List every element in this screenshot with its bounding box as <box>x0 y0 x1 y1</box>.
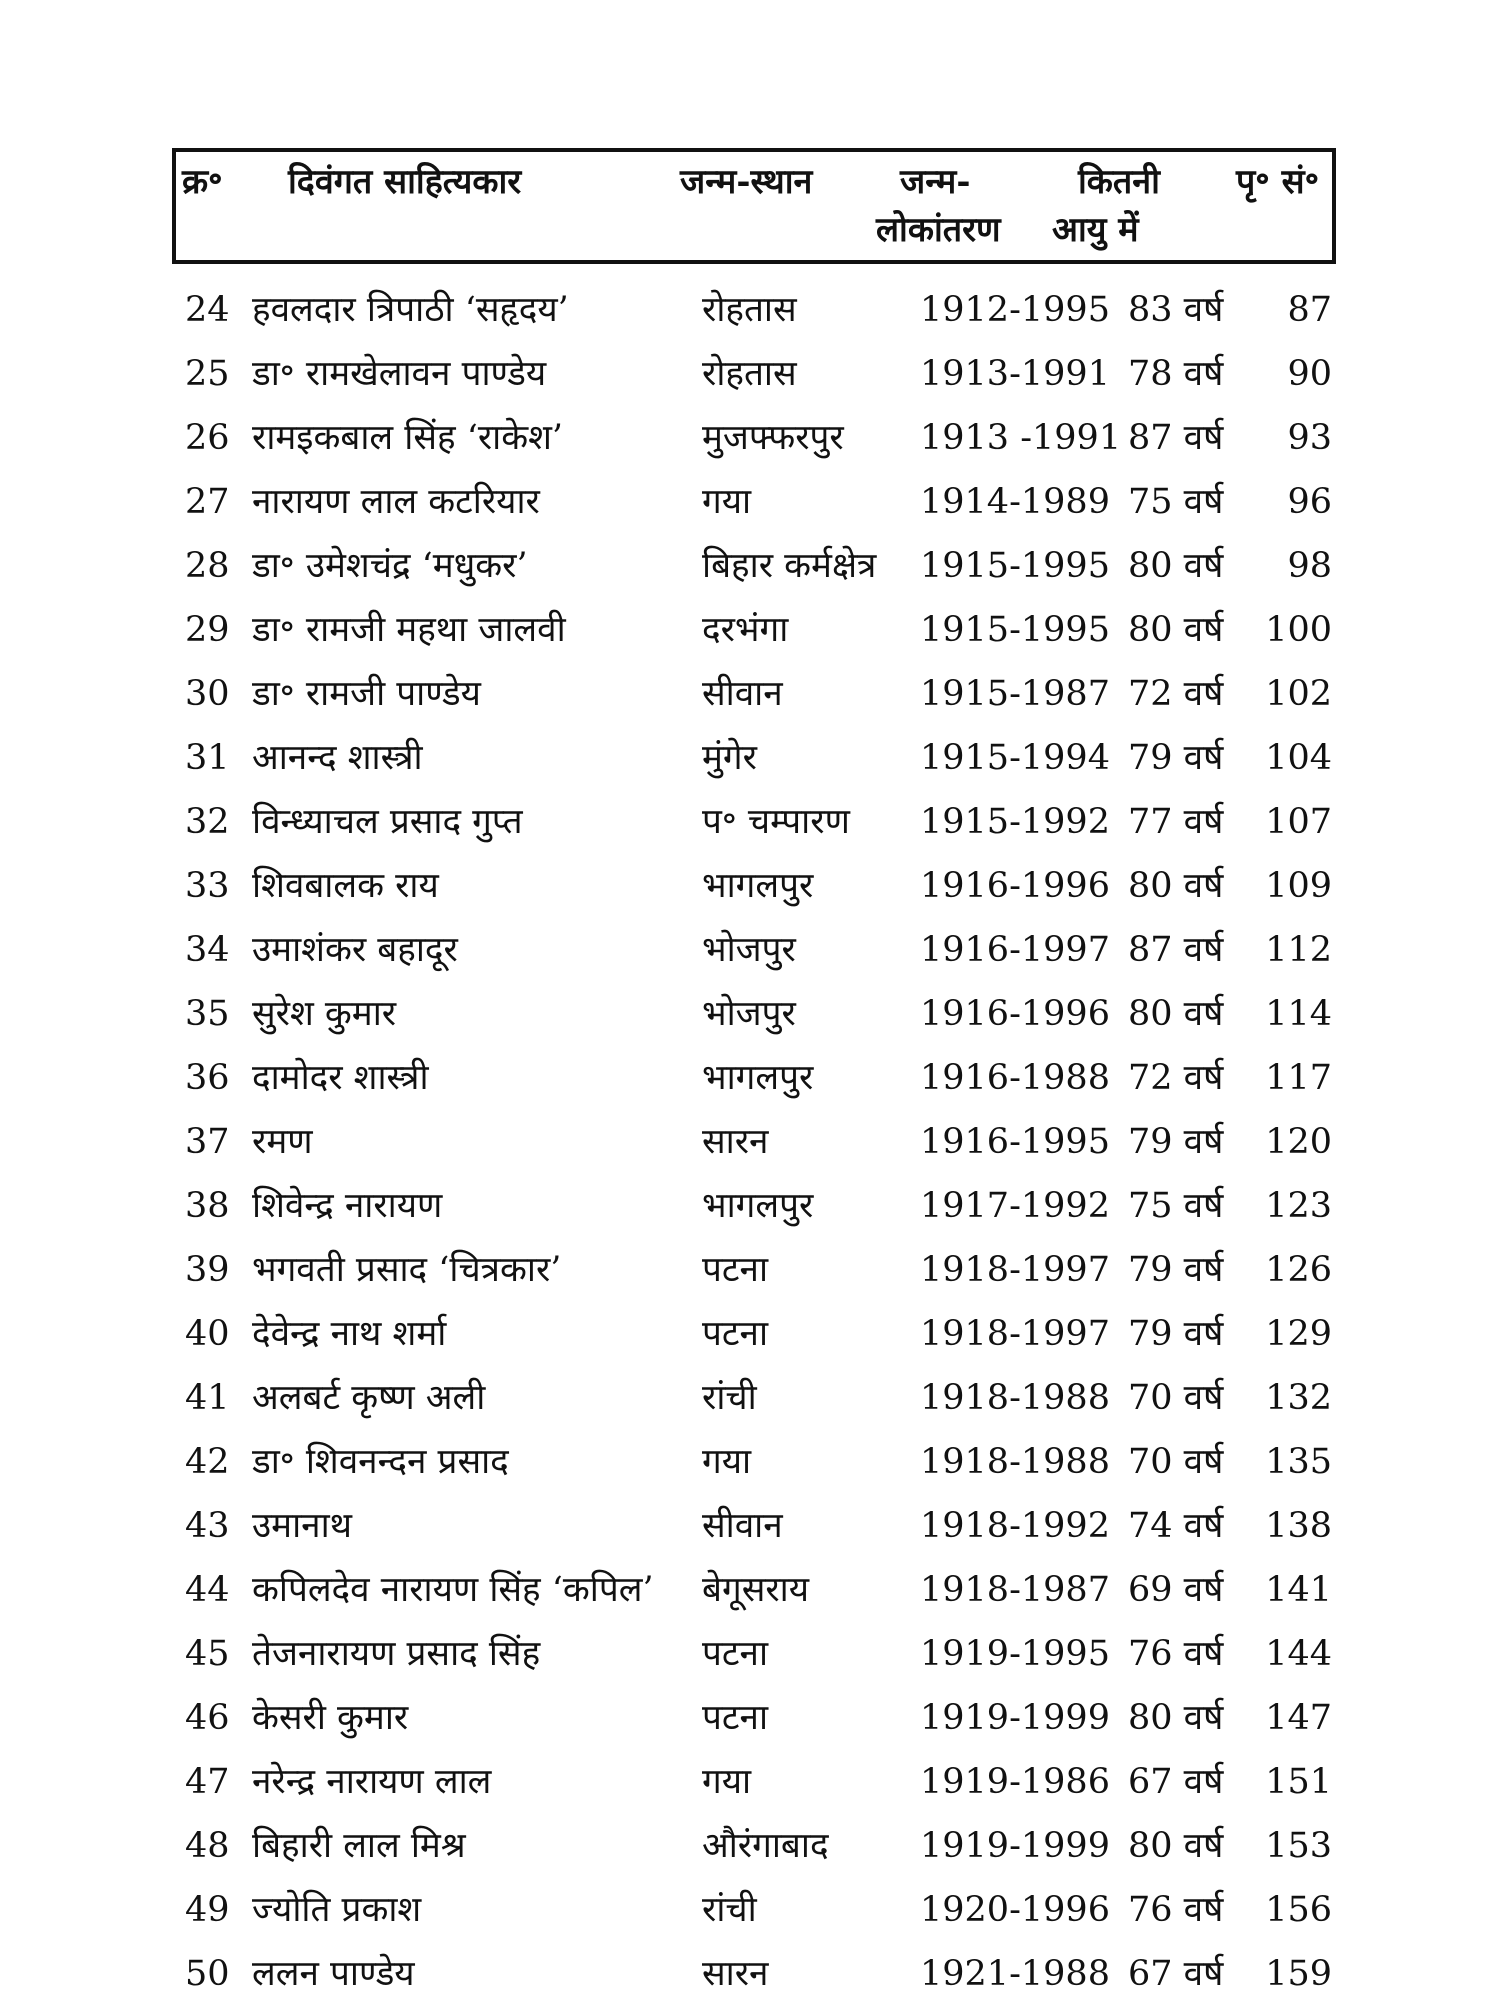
life-years: 1919-1999 <box>920 1826 1110 1866</box>
table-row <box>0 982 1500 1046</box>
serial-number: 47 <box>185 1762 230 1802</box>
header-age-line2: आयु में <box>1052 210 1139 250</box>
page-number: 153 <box>1265 1826 1332 1866</box>
table-row <box>0 1622 1500 1686</box>
table-row <box>0 1878 1500 1942</box>
author-name: उमानाथ <box>252 1506 353 1546</box>
author-name: डा॰ रामखेलावन पाण्डेय <box>252 354 547 394</box>
life-years: 1920-1996 <box>920 1890 1110 1930</box>
header-years-line2: लोकांतरण <box>876 210 1001 250</box>
life-years: 1915-1995 <box>920 610 1110 650</box>
serial-number: 26 <box>185 418 230 458</box>
age-at-death: 80 वर्ष <box>1128 994 1224 1034</box>
author-name: दामोदर शास्त्री <box>252 1058 429 1098</box>
author-name: शिवेन्द्र नारायण <box>252 1186 443 1226</box>
table-row <box>0 1110 1500 1174</box>
life-years: 1913-1991 <box>920 354 1110 394</box>
author-name: उमाशंकर बहादूर <box>252 930 458 970</box>
table-row <box>0 278 1500 342</box>
page-number: 98 <box>1287 546 1332 586</box>
page-number: 100 <box>1265 610 1332 650</box>
serial-number: 39 <box>185 1250 230 1290</box>
page-number: 107 <box>1265 802 1332 842</box>
page-number: 112 <box>1265 930 1332 970</box>
page-number: 135 <box>1265 1442 1332 1482</box>
table-row <box>0 1750 1500 1814</box>
age-at-death: 87 वर्ष <box>1128 930 1224 970</box>
page-number: 156 <box>1265 1890 1332 1930</box>
age-at-death: 80 वर्ष <box>1128 1698 1224 1738</box>
serial-number: 31 <box>185 738 230 778</box>
life-years: 1915-1992 <box>920 802 1110 842</box>
table-row <box>0 1558 1500 1622</box>
birthplace: सारन <box>702 1954 769 1994</box>
birthplace: रांची <box>702 1378 757 1418</box>
author-name: डा॰ रामजी पाण्डेय <box>252 674 481 714</box>
page-number: 132 <box>1265 1378 1332 1418</box>
age-at-death: 79 वर्ष <box>1128 738 1224 778</box>
author-name: देवेन्द्र नाथ शर्मा <box>252 1314 447 1354</box>
page-number: 114 <box>1265 994 1332 1034</box>
serial-number: 25 <box>185 354 230 394</box>
author-name: ज्योति प्रकाश <box>252 1890 422 1930</box>
table-row <box>0 790 1500 854</box>
author-name: भगवती प्रसाद ‘चित्रकार’ <box>252 1250 562 1290</box>
age-at-death: 79 वर्ष <box>1128 1250 1224 1290</box>
birthplace: पटना <box>702 1250 769 1290</box>
table-row <box>0 1174 1500 1238</box>
birthplace: सीवान <box>702 674 783 714</box>
author-name: बिहारी लाल मिश्र <box>252 1826 466 1866</box>
life-years: 1918-1988 <box>920 1378 1110 1418</box>
author-name: डा॰ रामजी महथा जालवी <box>252 610 566 650</box>
page-number: 93 <box>1287 418 1332 458</box>
table-row <box>0 1814 1500 1878</box>
age-at-death: 75 वर्ष <box>1128 1186 1224 1226</box>
page-number: 141 <box>1265 1570 1332 1610</box>
serial-number: 43 <box>185 1506 230 1546</box>
serial-number: 28 <box>185 546 230 586</box>
serial-number: 30 <box>185 674 230 714</box>
table-row <box>0 342 1500 406</box>
age-at-death: 79 वर्ष <box>1128 1314 1224 1354</box>
birthplace: मुंगेर <box>702 738 757 778</box>
age-at-death: 78 वर्ष <box>1128 354 1224 394</box>
birthplace: प॰ चम्पारण <box>702 802 850 842</box>
birthplace: भागलपुर <box>702 1186 814 1226</box>
table-row <box>0 470 1500 534</box>
birthplace: पटना <box>702 1698 769 1738</box>
page-number: 102 <box>1265 674 1332 714</box>
page-number: 96 <box>1287 482 1332 522</box>
life-years: 1914-1989 <box>920 482 1110 522</box>
age-at-death: 70 वर्ष <box>1128 1442 1224 1482</box>
table-row <box>0 1302 1500 1366</box>
birthplace: दरभंगा <box>702 610 789 650</box>
page-number: 109 <box>1265 866 1332 906</box>
age-at-death: 72 वर्ष <box>1128 674 1224 714</box>
author-name: ललन पाण्डेय <box>252 1954 415 1994</box>
birthplace: मुजफ्फरपुर <box>702 418 844 458</box>
author-name: आनन्द शास्त्री <box>252 738 423 778</box>
birthplace: गया <box>702 1762 752 1802</box>
life-years: 1916-1997 <box>920 930 1110 970</box>
age-at-death: 74 वर्ष <box>1128 1506 1224 1546</box>
age-at-death: 67 वर्ष <box>1128 1762 1224 1802</box>
page-number: 138 <box>1265 1506 1332 1546</box>
birthplace: बिहार कर्मक्षेत्र <box>702 546 877 586</box>
header-page: पृ॰ सं॰ <box>1236 162 1320 202</box>
table-row <box>0 534 1500 598</box>
table-row <box>0 1942 1500 2006</box>
header-name: दिवंगत साहित्यकार <box>288 162 522 202</box>
table-row <box>0 662 1500 726</box>
age-at-death: 72 वर्ष <box>1128 1058 1224 1098</box>
serial-number: 49 <box>185 1890 230 1930</box>
serial-number: 38 <box>185 1186 230 1226</box>
serial-number: 24 <box>185 290 230 330</box>
page-number: 129 <box>1265 1314 1332 1354</box>
author-name: डा॰ उमेशचंद्र ‘मधुकर’ <box>252 546 528 586</box>
table-row <box>0 1366 1500 1430</box>
table-row <box>0 726 1500 790</box>
birthplace: रोहतास <box>702 354 797 394</box>
table-row <box>0 1494 1500 1558</box>
birthplace: गया <box>702 482 752 522</box>
serial-number: 40 <box>185 1314 230 1354</box>
life-years: 1913 -1991 <box>920 418 1122 458</box>
page-number: 123 <box>1265 1186 1332 1226</box>
serial-number: 50 <box>185 1954 230 1994</box>
birthplace: रोहतास <box>702 290 797 330</box>
page-number: 117 <box>1265 1058 1332 1098</box>
life-years: 1918-1988 <box>920 1442 1110 1482</box>
life-years: 1919-1986 <box>920 1762 1110 1802</box>
birthplace: भागलपुर <box>702 866 814 906</box>
serial-number: 36 <box>185 1058 230 1098</box>
birthplace: भागलपुर <box>702 1058 814 1098</box>
age-at-death: 76 वर्ष <box>1128 1890 1224 1930</box>
birthplace: रांची <box>702 1890 757 1930</box>
age-at-death: 87 वर्ष <box>1128 418 1224 458</box>
author-name: नारायण लाल कटरियार <box>252 482 540 522</box>
table-row <box>0 598 1500 662</box>
birthplace: सीवान <box>702 1506 783 1546</box>
birthplace: पटना <box>702 1314 769 1354</box>
serial-number: 44 <box>185 1570 230 1610</box>
age-at-death: 70 वर्ष <box>1128 1378 1224 1418</box>
serial-number: 45 <box>185 1634 230 1674</box>
author-name: अलबर्ट कृष्ण अली <box>252 1378 486 1418</box>
serial-number: 41 <box>185 1378 230 1418</box>
birthplace: भोजपुर <box>702 994 796 1034</box>
age-at-death: 80 वर्ष <box>1128 546 1224 586</box>
author-name: विन्ध्याचल प्रसाद गुप्त <box>252 802 523 842</box>
age-at-death: 69 वर्ष <box>1128 1570 1224 1610</box>
page-number: 126 <box>1265 1250 1332 1290</box>
author-name: तेजनारायण प्रसाद सिंह <box>252 1634 541 1674</box>
life-years: 1916-1995 <box>920 1122 1110 1162</box>
author-name: नरेन्द्र नारायण लाल <box>252 1762 492 1802</box>
birthplace: पटना <box>702 1634 769 1674</box>
page-number: 159 <box>1265 1954 1332 1994</box>
serial-number: 48 <box>185 1826 230 1866</box>
page-number: 147 <box>1265 1698 1332 1738</box>
age-at-death: 77 वर्ष <box>1128 802 1224 842</box>
life-years: 1917-1992 <box>920 1186 1110 1226</box>
author-name: शिवबालक राय <box>252 866 439 906</box>
serial-number: 34 <box>185 930 230 970</box>
header-serial: क्र॰ <box>182 162 223 202</box>
serial-number: 32 <box>185 802 230 842</box>
table-row <box>0 1238 1500 1302</box>
page-number: 151 <box>1265 1762 1332 1802</box>
life-years: 1918-1992 <box>920 1506 1110 1546</box>
life-years: 1912-1995 <box>920 290 1110 330</box>
life-years: 1916-1996 <box>920 866 1110 906</box>
table-header <box>172 148 1336 264</box>
life-years: 1919-1995 <box>920 1634 1110 1674</box>
table-row <box>0 854 1500 918</box>
table-row <box>0 1686 1500 1750</box>
serial-number: 27 <box>185 482 230 522</box>
age-at-death: 80 वर्ष <box>1128 866 1224 906</box>
table-row <box>0 406 1500 470</box>
age-at-death: 80 वर्ष <box>1128 1826 1224 1866</box>
life-years: 1918-1987 <box>920 1570 1110 1610</box>
table-row <box>0 1046 1500 1110</box>
life-years: 1916-1996 <box>920 994 1110 1034</box>
page-number: 144 <box>1265 1634 1332 1674</box>
age-at-death: 80 वर्ष <box>1128 610 1224 650</box>
life-years: 1915-1994 <box>920 738 1110 778</box>
author-name: हवलदार त्रिपाठी ‘सहृदय’ <box>252 290 569 330</box>
serial-number: 33 <box>185 866 230 906</box>
header-years-line1: जन्म- <box>900 162 971 202</box>
age-at-death: 67 वर्ष <box>1128 1954 1224 1994</box>
page-number: 120 <box>1265 1122 1332 1162</box>
page-number: 87 <box>1287 290 1332 330</box>
serial-number: 37 <box>185 1122 230 1162</box>
author-name: रमण <box>252 1122 313 1162</box>
author-name: डा॰ शिवनन्दन प्रसाद <box>252 1442 509 1482</box>
age-at-death: 75 वर्ष <box>1128 482 1224 522</box>
page-number: 104 <box>1265 738 1332 778</box>
table-body <box>0 278 1500 2006</box>
serial-number: 29 <box>185 610 230 650</box>
birthplace: औरंगाबाद <box>702 1826 829 1866</box>
life-years: 1918-1997 <box>920 1250 1110 1290</box>
life-years: 1916-1988 <box>920 1058 1110 1098</box>
table-row <box>0 918 1500 982</box>
author-name: केसरी कुमार <box>252 1698 409 1738</box>
serial-number: 46 <box>185 1698 230 1738</box>
life-years: 1915-1995 <box>920 546 1110 586</box>
life-years: 1915-1987 <box>920 674 1110 714</box>
author-name: कपिलदेव नारायण सिंह ‘कपिल’ <box>252 1570 654 1610</box>
serial-number: 35 <box>185 994 230 1034</box>
age-at-death: 83 वर्ष <box>1128 290 1224 330</box>
page-number: 90 <box>1287 354 1332 394</box>
age-at-death: 79 वर्ष <box>1128 1122 1224 1162</box>
serial-number: 42 <box>185 1442 230 1482</box>
header-birthplace: जन्म-स्थान <box>680 162 813 202</box>
birthplace: गया <box>702 1442 752 1482</box>
author-name: सुरेश कुमार <box>252 994 397 1034</box>
author-name: रामइकबाल सिंह ‘राकेश’ <box>252 418 564 458</box>
life-years: 1921-1988 <box>920 1954 1110 1994</box>
life-years: 1919-1999 <box>920 1698 1110 1738</box>
table-row <box>0 1430 1500 1494</box>
age-at-death: 76 वर्ष <box>1128 1634 1224 1674</box>
birthplace: बेगूसराय <box>702 1570 810 1610</box>
life-years: 1918-1997 <box>920 1314 1110 1354</box>
birthplace: सारन <box>702 1122 769 1162</box>
birthplace: भोजपुर <box>702 930 796 970</box>
header-age-line1: कितनी <box>1078 162 1160 202</box>
